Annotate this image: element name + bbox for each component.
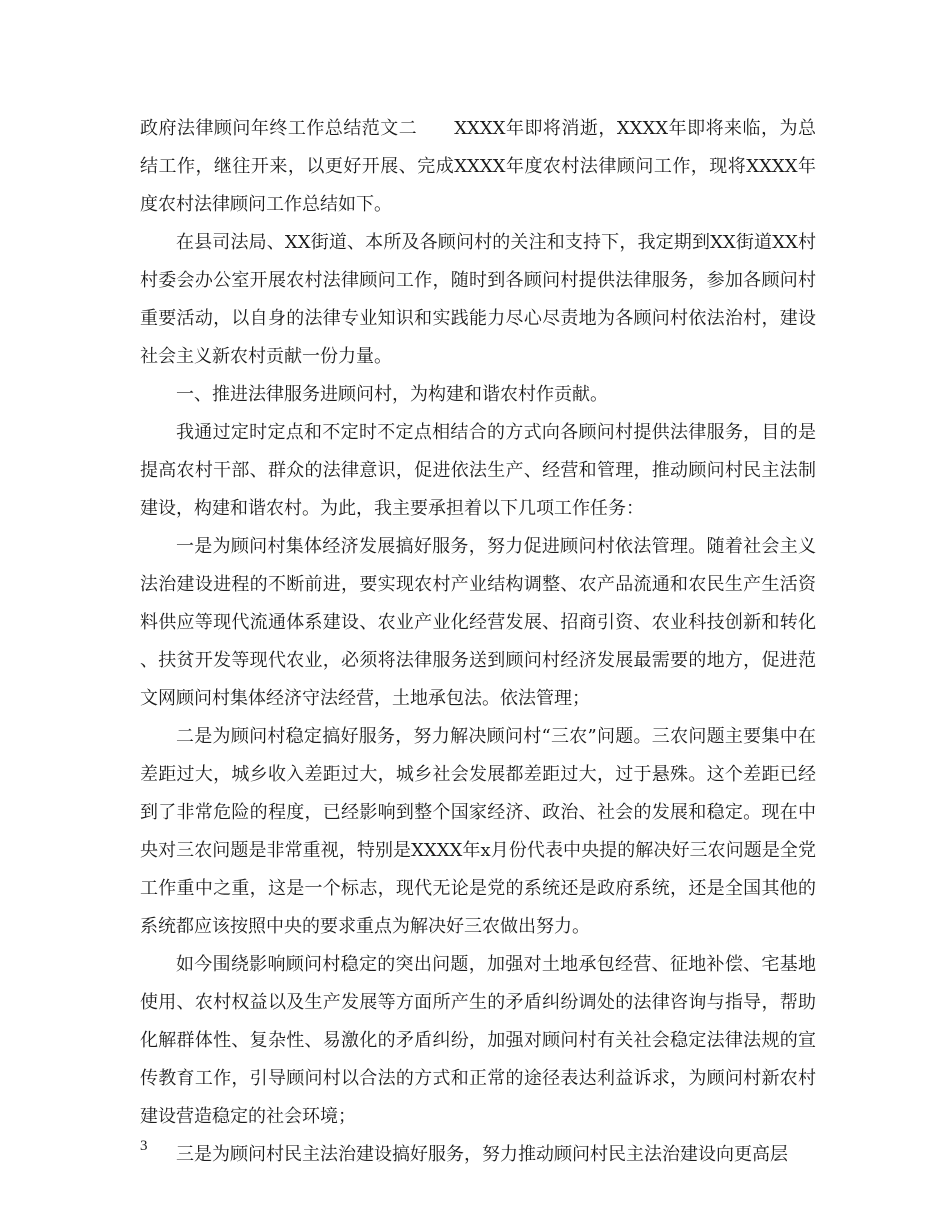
paragraph-background: 在县司法局、XX街道、本所及各顾问村的关注和支持下，我定期到XX街道XX村村委会办公室开展农村法律顾问工作，随时到各顾问村提供法律服务，参加各顾问村重要活动，以自身的法律专业知识和实践能力尽心尽责地为各顾问村依法治村，建设社会主义新农村贡献一份力量。	[140, 232, 816, 367]
page-number: 3	[140, 1138, 148, 1154]
paragraph-task-1: 一是为顾问村集体经济发展搞好服务，努力促进顾问村依法管理。随着社会主义法治建设进程的不断前进，要实现农村产业结构调整、农产品流通和农民生产生活资料供应等现代流通体系建设、农业产业化经营发展、招商引资、农业科技创新和转化、扶贫开发等现代农业，必须将法律服务送到顾问村经济发展最需要的地方，促进范文网顾问村集体经济守法经营，土地承包法。依法管理；	[140, 536, 816, 709]
section-heading-1: 一、推进法律服务进顾问村，为构建和谐农村作贡献。	[176, 384, 608, 405]
paragraph-intro: 政府法律顾问年终工作总结范文二 XXXX年即将消逝，XXXX年即将来临，为总结工作，继往开来，以更好开展、完成XXXX年度农村法律顾问工作，现将XXXX年度农村法律顾问工作总结如下。	[140, 118, 816, 215]
paragraph-task-2: 二是为顾问村稳定搞好服务，努力解决顾问村“三农”问题。三农问题主要集中在差距过大，城乡收入差距过大，城乡社会发展都差距过大，过于悬殊。这个差距已经到了非常危险的程度，已经影响到整个国家经济、政治、社会的发展和稳定。现在中央对三农问题是非常重视，特别是XXXX年x月份代表中央提的解决好三农问题是全党工作重中之重，这是一个标志，现代无论是党的系统还是政府系统，还是全国其他的系统都应该按照中央的要求重点为解决好三农做出努力。	[140, 726, 816, 937]
paragraph-method: 我通过定时定点和不定时不定点相结合的方式向各顾问村提供法律服务，目的是提高农村干部、群众的法律意识，促进依法生产、经营和管理，推动顾问村民主法制建设，构建和谐农村。为此，我主要承担着以下几项工作任务：	[140, 422, 816, 519]
document-body	[140, 110, 816, 1174]
paragraph-task-3: 三是为顾问村民主法治建设搞好服务，努力推动顾问村民主法治建设向更高层	[176, 1144, 788, 1165]
paragraph-stability: 如今围绕影响顾问村稳定的突出问题，加强对土地承包经营、征地补偿、宅基地使用、农村权益以及生产发展等方面所产生的矛盾纠纷调处的法律咨询与指导，帮助化解群体性、复杂性、易激化的矛盾纠纷，加强对顾问村有关社会稳定法律法规的宣传教育工作，引导顾问村以合法的方式和正常的途径表达利益诉求，为顾问村新农村建设营造稳定的社会环境；	[140, 954, 816, 1127]
